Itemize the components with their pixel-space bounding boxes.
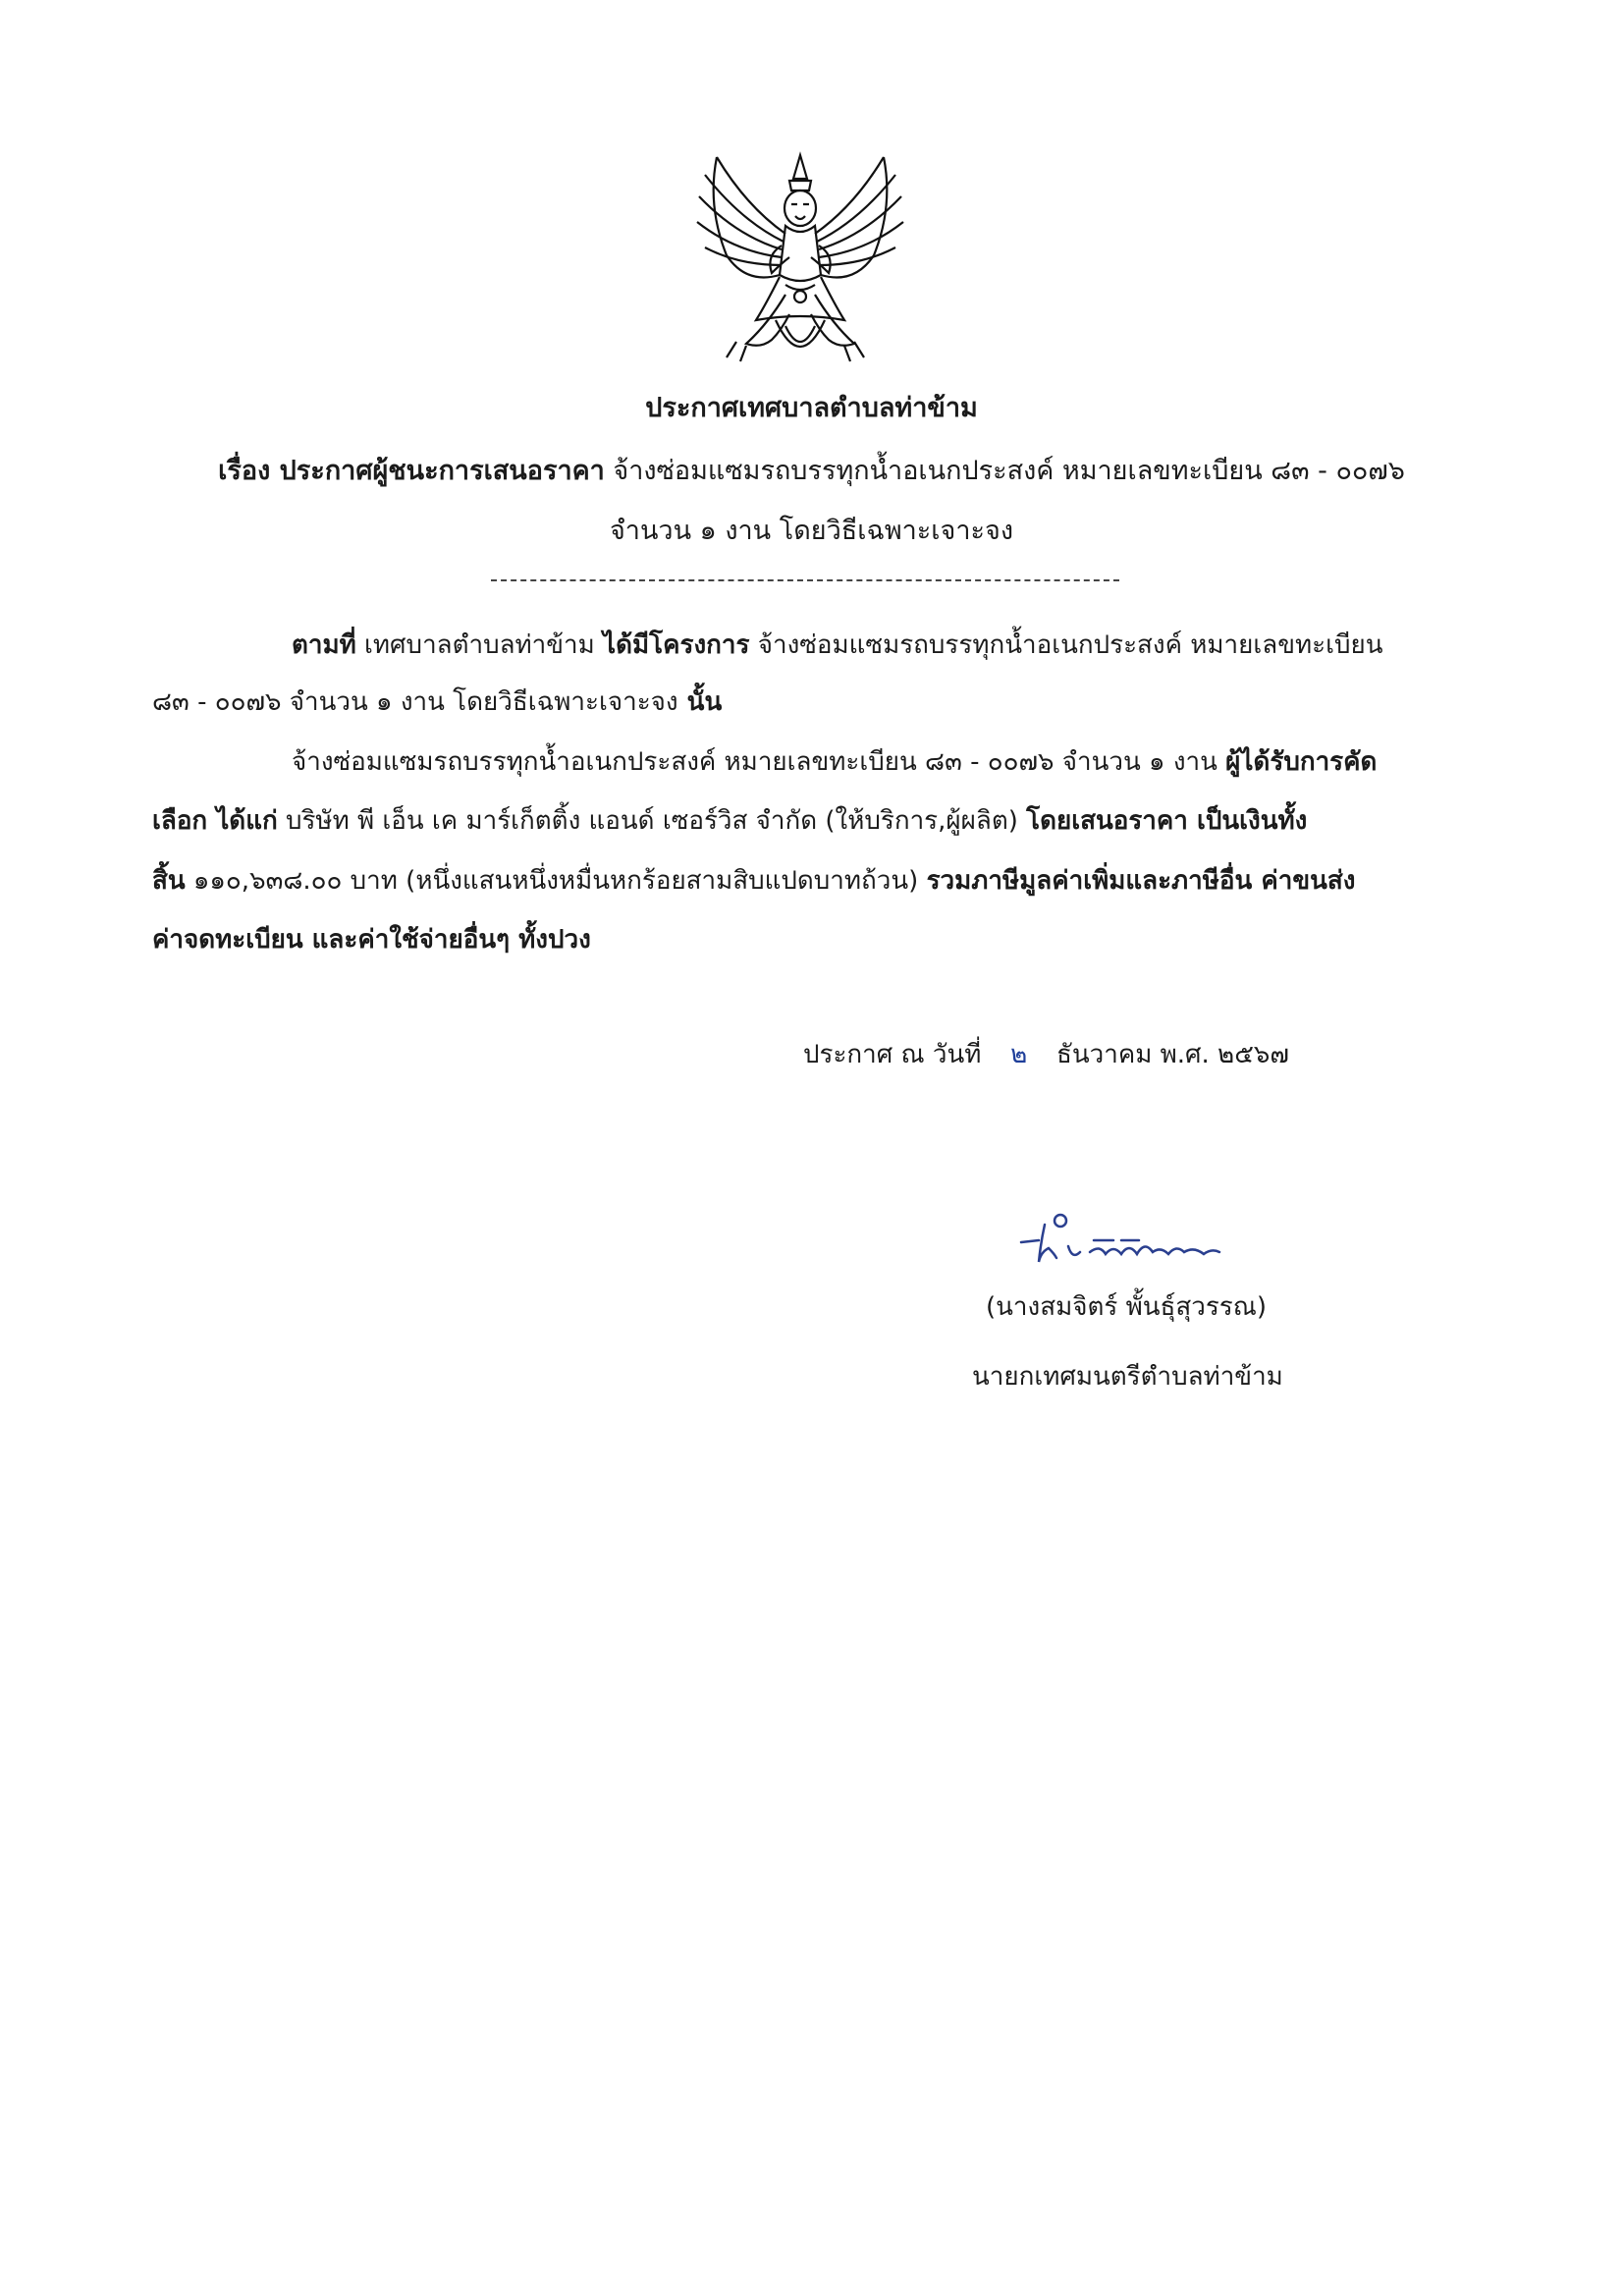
para2-company: บริษัท พี เอ็น เค มาร์เก็ตติ้ง แอนด์ เซอร์วิส จำกัด (ให้บริการ,ผู้ผลิต) — [277, 806, 1027, 836]
para2-winner-label: ผู้ได้รับการคัด — [1225, 747, 1378, 777]
subject-line-2: จำนวน ๑ งาน โดยวิธีเฉพาะเจาะจง — [609, 516, 1014, 546]
para2-winner-label-cont: เลือก ได้แก่ — [152, 806, 278, 836]
para2-price: ๑๑๐,๖๓๘.๐๐ บาท (หนึ่งแสนหนึ่งหมื่นหกร้อยสามสิบแปดบาทถ้วน) — [185, 866, 927, 896]
subject-line — [0, 449, 1623, 491]
para2-price-label-cont: สิ้น — [152, 866, 186, 896]
signatory-position: นายกเทศมนตรีตำบลท่าข้าม — [972, 1362, 1283, 1392]
date-day: ๒ — [1010, 1040, 1028, 1069]
para1-project: จ้างซ่อมแซมรถบรรทุกน้ำอเนกประสงค์ หมายเลขทะเบียน — [749, 630, 1383, 660]
para2-inclusive: รวมภาษีมูลค่าเพิ่มและภาษีอื่น ค่าขนส่ง — [926, 866, 1356, 896]
para2-project: จ้างซ่อมแซมรถบรรทุกน้ำอเนกประสงค์ หมายเลขทะเบียน ๘๓ - ๐๐๗๖ จำนวน ๑ งาน — [292, 747, 1226, 777]
paragraph-1-line-2 — [152, 682, 722, 722]
para1-project-label: ได้มีโครงการ — [603, 630, 750, 660]
subject-text: จ้างซ่อมแซมรถบรรทุกน้ำอเนกประสงค์ หมายเลขทะเบียน ๘๓ - ๐๐๗๖ — [604, 456, 1405, 486]
announcement-title: ประกาศเทศบาลตำบลท่าข้าม — [645, 393, 978, 423]
para1-lead: ตามที่ — [292, 630, 356, 660]
date-prefix: ประกาศ ณ วันที่ — [803, 1040, 982, 1069]
paragraph-2-line-1 — [292, 741, 1377, 782]
signatory-name: (นางสมจิตร์ พั้นธุ์สุวรรณ) — [986, 1292, 1268, 1322]
para2-price-label: โดยเสนอราคา เป็นเงินทั้ง — [1026, 806, 1308, 836]
para1-project-cont: ๘๓ - ๐๐๗๖ จำนวน ๑ งาน โดยวิธีเฉพาะเจาะจง — [152, 687, 678, 717]
subject-prefix: เรื่อง ประกาศผู้ชนะการเสนอราคา — [218, 456, 605, 486]
announcement-date — [803, 1034, 1289, 1074]
divider — [491, 579, 1119, 581]
date-rest: ธันวาคม พ.ศ. ๒๕๖๗ — [1055, 1040, 1289, 1069]
signature-mark — [1011, 1203, 1247, 1282]
paragraph-1-line-1 — [292, 625, 1382, 665]
para1-agency: เทศบาลตำบลท่าข้าม — [355, 630, 604, 660]
paragraph-2-line-2 — [152, 800, 1307, 841]
paragraph-2-line-4: ค่าจดทะเบียน และค่าใช้จ่ายอื่นๆ ทั้งปวง — [152, 925, 591, 955]
para1-end: นั้น — [677, 687, 723, 717]
paragraph-2-line-3 — [152, 860, 1355, 901]
garuda-emblem-icon — [687, 147, 913, 373]
